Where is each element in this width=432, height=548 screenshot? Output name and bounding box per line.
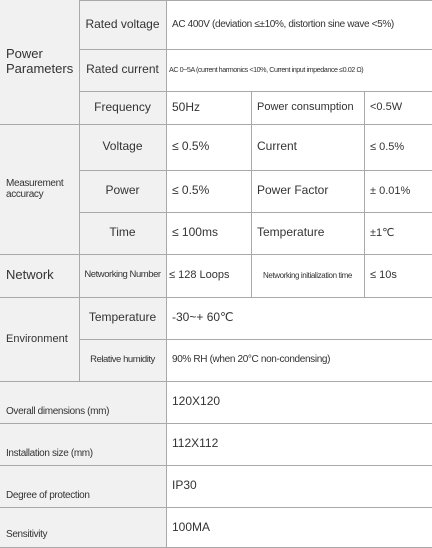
power-factor-value-text: ± 0.01% [370,184,411,197]
overall-dimensions-label-text: Overall dimensions (mm) [6,405,110,417]
frequency-value-text: 50Hz [172,99,201,114]
time-label-text: Time [109,225,136,240]
temperature-accuracy-label-text: Temperature [257,225,325,240]
rated-voltage-label-text: Rated voltage [85,16,160,31]
networking-init-time-label [251,254,364,297]
rated-current-value [166,49,432,91]
relative-humidity-label [79,339,166,381]
frequency-value [166,91,251,124]
networking-init-time-label-text: Networking initialization time [263,270,352,280]
voltage-value-text: ≤ 0.5% [172,139,210,154]
temperature-accuracy-value-text: ±1℃ [370,226,395,239]
networking-number-value-text: ≤ 128 Loops [169,269,230,282]
power-factor-label [251,170,364,212]
measurement-accuracy-header [0,124,79,254]
rated-voltage-label [79,0,166,49]
network-header-text: Network [6,267,54,283]
installation-size-label [0,423,166,465]
networking-init-time-value [364,254,432,297]
power-label-text: Power [105,183,140,198]
networking-number-value [166,254,251,297]
overall-dimensions-label [0,381,166,423]
sensitivity-label-text: Sensitivity [6,528,48,540]
rated-current-value-text: AC 0~5A (current harmonics <10%, Current input impedance ≤0.02 Ω) [169,64,364,74]
power-label [79,170,166,212]
rated-voltage-value [166,0,432,49]
environment-temperature-label-text: Temperature [88,310,157,325]
power-factor-label-text: Power Factor [257,183,329,198]
degree-of-protection-label [0,465,166,507]
time-label [79,212,166,254]
power-value-text: ≤ 0.5% [172,183,210,198]
overall-dimensions-value-text: 120X120 [172,394,221,409]
power-parameters-header-text: Power Parameters [6,46,74,76]
networking-init-time-value-text: ≤ 10s [370,269,397,282]
temperature-accuracy-value [364,212,432,254]
sensitivity-value-text: 100MA [172,519,211,534]
installation-size-value [166,423,432,465]
power-consumption-label-text: Power consumption [257,101,354,114]
power-parameters-header [0,0,79,124]
environment-temperature-value [166,297,432,339]
temperature-accuracy-label [251,212,364,254]
environment-header-text: Environment [6,332,68,345]
degree-of-protection-value [166,465,432,507]
networking-number-label-text: Networking Number [84,269,161,281]
environment-temperature-label [79,297,166,339]
degree-of-protection-value-text: IP30 [172,478,197,493]
overall-dimensions-value [166,381,432,423]
relative-humidity-value [166,339,432,381]
current-value [364,124,432,170]
degree-of-protection-label-text: Degree of protection [6,489,90,501]
power-consumption-value [364,91,432,124]
environment-temperature-value-text: -30~+ 60℃ [172,310,234,325]
power-factor-value [364,170,432,212]
frequency-label [79,91,166,124]
current-label-text: Current [257,139,298,154]
sensitivity-value [166,507,432,548]
voltage-value [166,124,251,170]
frequency-label-text: Frequency [94,99,151,114]
time-value-text: ≤ 100ms [172,225,218,240]
rated-current-label-text: Rated current [86,62,159,77]
time-value [166,212,251,254]
voltage-label [79,124,166,170]
voltage-label-text: Voltage [102,139,143,154]
network-header [0,254,79,297]
relative-humidity-value-text: 90% RH (when 20°C non-condensing) [172,354,331,366]
power-consumption-value-text: <0.5W [370,101,403,114]
power-consumption-label [251,91,364,124]
measurement-accuracy-header-text: Measurement accuracy [6,177,64,200]
relative-humidity-label-text: Relative humidity [90,353,155,365]
current-label [251,124,364,170]
current-value-text: ≤ 0.5% [370,140,405,153]
power-value [166,170,251,212]
networking-number-label [79,254,166,297]
installation-size-label-text: Installation size (mm) [6,447,93,459]
rated-voltage-value-text: AC 400V (deviation ≤±10%, distortion sine wave <5%) [172,18,394,30]
environment-header [0,297,79,381]
rated-current-label [79,49,166,91]
installation-size-value-text: 112X112 [172,436,219,451]
sensitivity-label [0,507,166,548]
